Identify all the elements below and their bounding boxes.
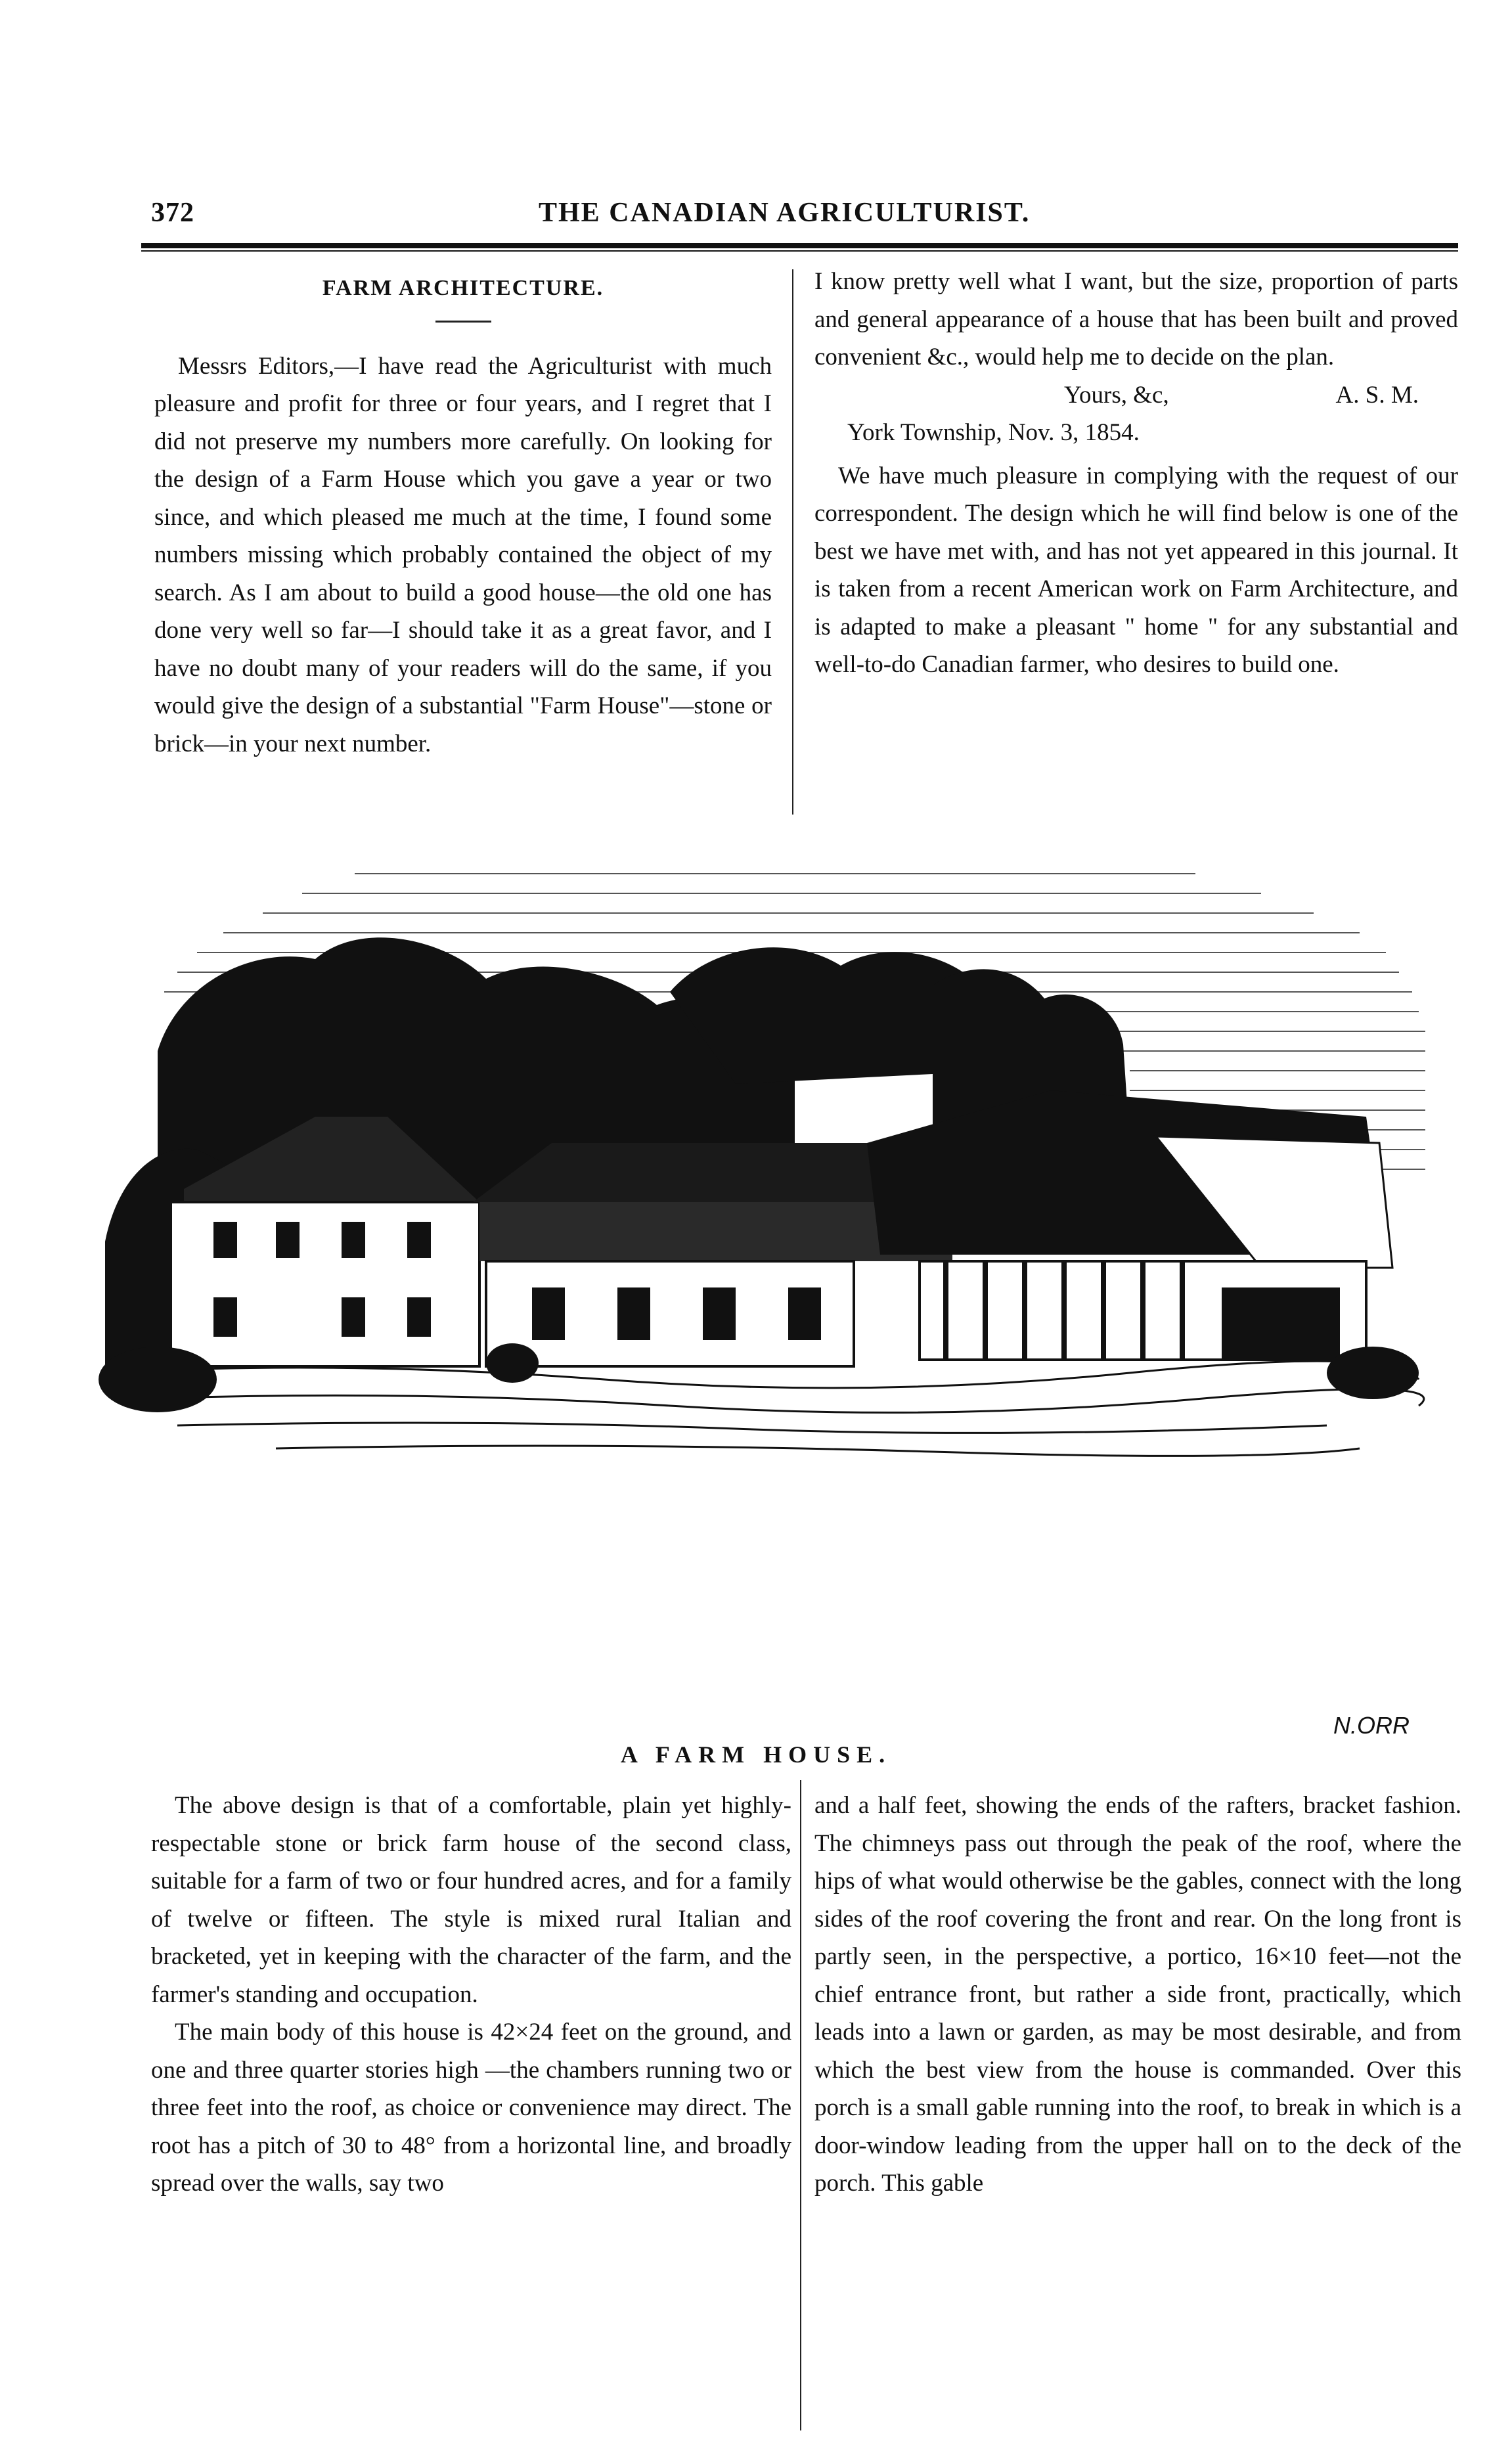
header-rule-thin xyxy=(141,250,1458,252)
left-column-bottom xyxy=(151,1787,791,2203)
foreground-grass xyxy=(105,1361,1424,1456)
letter-place-date: York Township, Nov. 3, 1854. xyxy=(847,419,1140,446)
letter-continuation: I know pretty well what I want, but the size, proportion of parts and general appearance of a house that has been built and proved convenient &c., would help me to decide on the plan. xyxy=(814,268,1458,370)
page-number: 372 xyxy=(151,198,194,228)
engraver-mark: N.ORR xyxy=(1333,1712,1410,1739)
title-rule xyxy=(435,321,491,323)
column-divider-top xyxy=(792,269,793,815)
letter-signoff-row xyxy=(814,376,1458,414)
editor-reply: We have much pleasure in complying with the request of our correspondent. The design which he will find below is one of the best we have met with, and has not yet appeared in this journal. It is taken from a recent American work on Farm Architecture, and is adapted to make a pleasant " home " for any substantial and well-to-do Canadian farmer, who desires to build one. xyxy=(814,462,1458,678)
letter-paragraph: Messrs Editors,—I have read the Agriculturist with much pleasure and profit for three or four years, and I regret that I did not preserve my numbers more carefully. On looking for the design of a Farm House which you gave a year or two since, and which pleased me much at the time, I found some numbers missing which probably contained the object of my search. As I am about to build a good house—the old one has done very well so far—I should take it as a great favor, and I have no doubt many of your readers will do the same, if you would give the design of a substantial "Farm House"—stone or brick—in your next number. xyxy=(154,352,772,757)
journal-title: THE CANADIAN AGRICULTURIST. xyxy=(539,198,1031,228)
left-column-top xyxy=(154,263,772,763)
right-column-top xyxy=(814,263,1458,684)
body-paragraph-2: The main body of this house is 42×24 feet on the ground, and one and three quarter stories high —the chambers running two or three feet into the roof, as choice or convenience may direct. The root has a pitch of 30 to 48° from a horizontal line, and broadly spread over the walls, say two xyxy=(151,2019,791,2197)
section-title: FARM ARCHITECTURE. xyxy=(322,276,604,300)
letter-signoff: Yours, &c, xyxy=(1064,381,1169,409)
column-divider-bottom xyxy=(800,1780,801,2430)
barn xyxy=(867,1090,1392,1360)
right-column-bottom xyxy=(814,1787,1461,2203)
body-paragraph-1: The above design is that of a comfortable, plain yet highly-respectable stone or brick farm house of the second class, suitable for a farm of two or four hundred acres, and for a family of twelve or fifteen. The style is mixed rural Italian and bracketed, yet in keeping with the character of the farm, and the farmer's standing and occupation. xyxy=(151,1792,791,2008)
body-paragraph-3: and a half feet, showing the ends of the rafters, bracket fashion. The chimneys pass out through the peak of the roof, where the hips of what would otherwise be the gables, connect with the long sides of the roof covering the front and rear. On the long front is partly seen, in the perspective, a portico, 16×10 feet—not the chief entrance front, but rather a side front, practically, which leads into a lawn or garden, as may be most desirable, and from which the best view from the house is commanded. Over this porch is a small gable running into the roof, to break in which is a door-window leading from the upper hall on to the deck of the porch. This gable xyxy=(814,1792,1461,2197)
letter-signature: A. S. M. xyxy=(1335,381,1419,409)
header-rule-thick xyxy=(141,243,1458,248)
page-header xyxy=(151,197,1459,236)
farm-house-illustration xyxy=(79,834,1438,1744)
illustration-caption: A FARM HOUSE. xyxy=(620,1741,892,1768)
